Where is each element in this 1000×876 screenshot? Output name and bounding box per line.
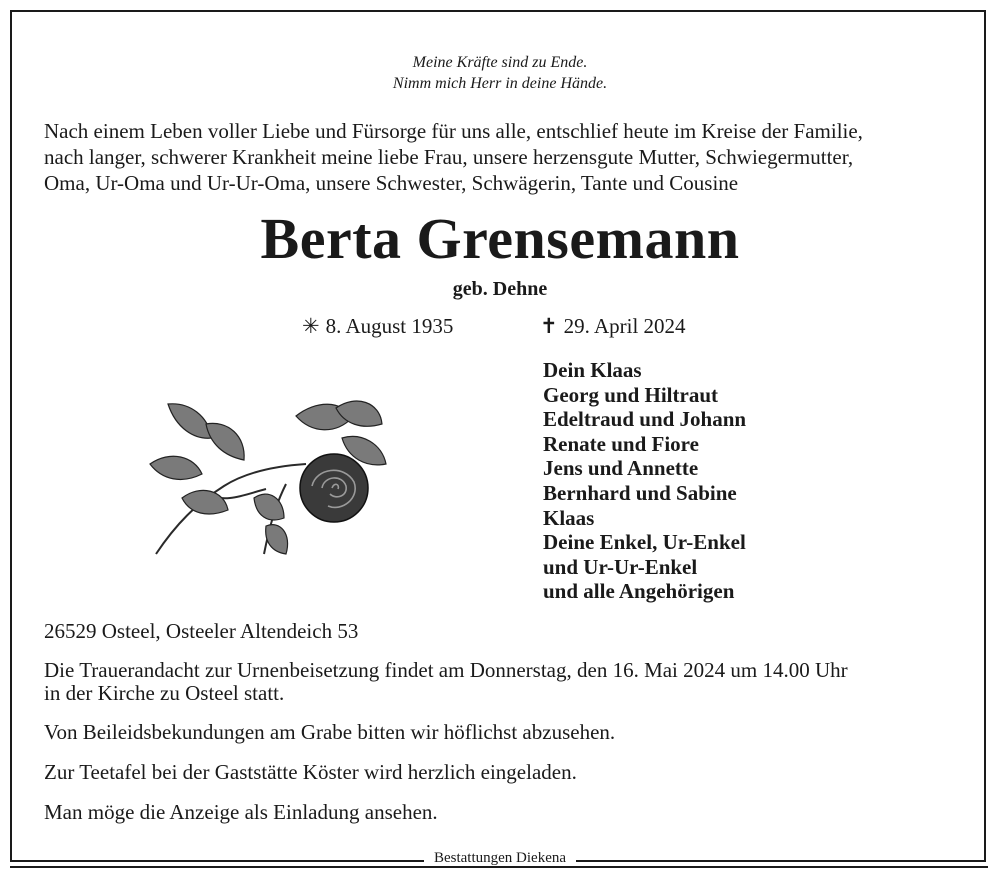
- family-list: [543, 358, 746, 604]
- death-cross-icon: ✝: [540, 314, 558, 338]
- verse-line-1: Meine Kräfte sind zu Ende.: [412, 54, 588, 71]
- undertaker-credit: [0, 848, 1000, 868]
- deceased-name: Berta Grensemann: [260, 206, 740, 271]
- family-member: Dein Klaas: [543, 358, 642, 382]
- invitation-note: Man möge die Anzeige als Einladung ansehen.: [44, 800, 438, 824]
- birth-star-icon: ✳: [302, 314, 320, 338]
- family-member: Bernhard und Sabine: [543, 480, 737, 505]
- family-member: Edeltraud und Johann: [543, 407, 747, 432]
- family-member: Renate und Fiore: [543, 431, 699, 456]
- service-announcement: [44, 659, 974, 705]
- service-line-1: Die Trauerandacht zur Urnenbeisetzung findet am Donnerstag, den 16. Mai 2024 um 14.00 Uhr: [44, 658, 848, 682]
- maiden-name: geb. Dehne: [452, 278, 548, 300]
- family-member: Jens und Annette: [543, 456, 699, 481]
- family-member: und Ur-Ur-Enkel: [543, 554, 698, 579]
- undertaker-name: Bestattungen Diekena: [424, 850, 576, 866]
- family-member: Klaas: [543, 505, 595, 530]
- intro-line-1: Nach einem Leben voller Liebe und Fürsorge für uns alle, entschlief heute im Kreise der Familie,: [44, 119, 863, 143]
- tea-invitation-note: Zur Teetafel bei der Gaststätte Köster wird herzlich eingeladen.: [44, 760, 577, 784]
- death-date-line: [540, 312, 686, 340]
- intro-line-3: Oma, Ur-Oma und Ur-Ur-Oma, unsere Schwester, Schwägerin, Tante und Cousine: [44, 171, 739, 195]
- intro-line-2: nach langer, schwerer Krankheit meine liebe Frau, unsere herzensgute Mutter, Schwiegermutter,: [44, 145, 854, 169]
- family-member: Deine Enkel, Ur-Enkel: [543, 530, 746, 555]
- birth-date-line: [302, 312, 453, 340]
- rose-with-leaves-illustration: [146, 394, 392, 564]
- death-date: 29. April 2024: [563, 314, 686, 338]
- intro-text: [44, 118, 974, 196]
- address: 26529 Osteel, Osteeler Altendeich 53: [44, 619, 359, 643]
- family-member: und alle Angehörigen: [543, 579, 735, 604]
- family-member: Georg und Hiltraut: [543, 382, 719, 407]
- birth-date: 8. August 1935: [325, 314, 454, 338]
- service-line-2: in der Kirche zu Osteel statt.: [44, 681, 285, 705]
- condolence-note: Von Beileidsbekundungen am Grabe bitten wir höflichst abzusehen.: [44, 720, 616, 744]
- verse-line-2: Nimm mich Herr in deine Hände.: [392, 75, 608, 92]
